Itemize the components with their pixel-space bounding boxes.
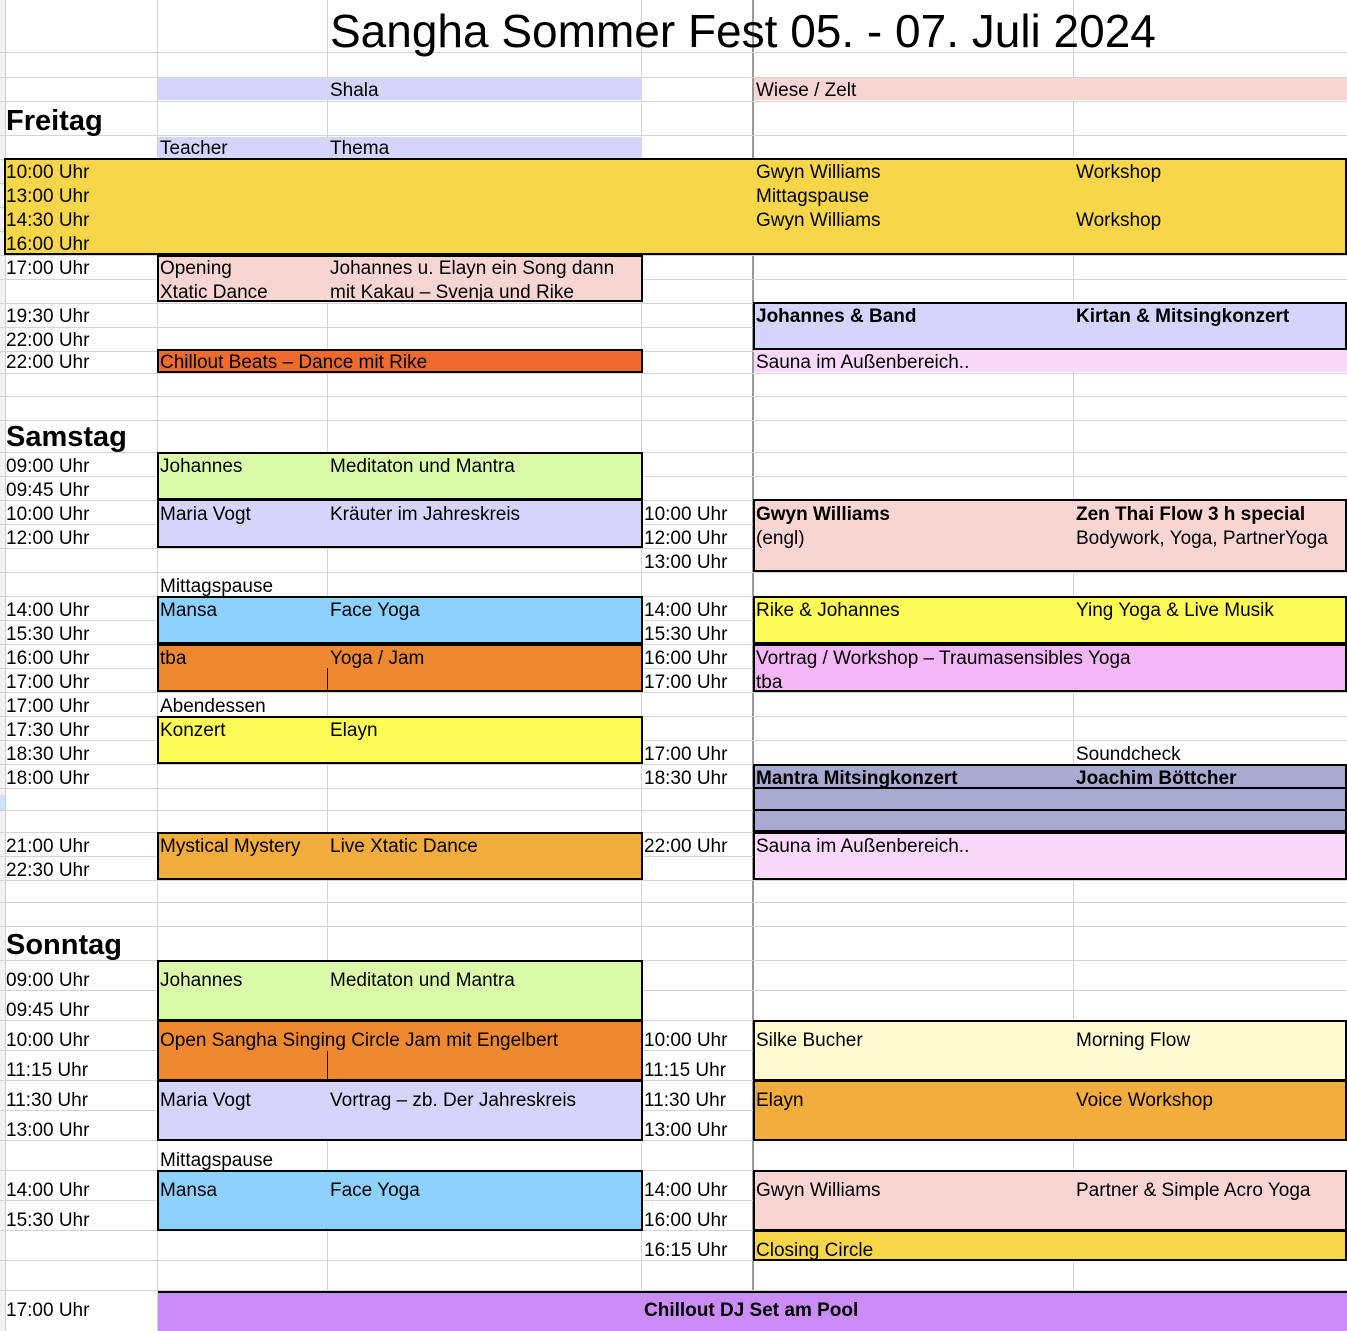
teacher-cell: Gwyn Williams [756, 504, 890, 525]
time-cell: 16:00 Uhr [6, 234, 90, 255]
time-cell: 09:45 Uhr [6, 1000, 90, 1021]
teacher-cell: Open Sangha Singing Circle Jam mit Engelbert [160, 1030, 559, 1051]
gridline [0, 926, 1347, 927]
teacher-cell: Mantra Mitsingkonzert [756, 768, 958, 789]
teacher-cell: Konzert [160, 720, 226, 741]
time-cell: 22:00 Uhr [6, 352, 90, 373]
time-cell: 16:00 Uhr [644, 648, 728, 669]
teacher-cell: Mansa [160, 1180, 218, 1201]
page-title: Sangha Sommer Fest 05. - 07. Juli 2024 [330, 5, 1156, 57]
time-cell: 17:30 Uhr [6, 720, 90, 741]
time-cell: 13:00 Uhr [644, 552, 728, 573]
time-cell: 10:00 Uhr [644, 504, 728, 525]
topic-cell: Yoga / Jam [330, 648, 425, 669]
teacher-cell: Maria Vogt [160, 504, 251, 525]
sunday-label: Sonntag [6, 929, 122, 961]
teacher-cell: Abendessen [160, 696, 266, 717]
time-cell: 22:30 Uhr [6, 860, 90, 881]
teacher-cell: Gwyn Williams [756, 1180, 881, 1201]
topic-cell: Zen Thai Flow 3 h special [1076, 504, 1306, 525]
teacher-cell: Silke Bucher [756, 1030, 863, 1051]
time-cell: 17:00 Uhr [6, 1300, 90, 1321]
topic-cell: Morning Flow [1076, 1030, 1191, 1051]
time-cell: 13:00 Uhr [644, 1120, 728, 1141]
teacher-cell: Rike & Johannes [756, 600, 900, 621]
selected-row-marker [0, 795, 5, 811]
teacher-cell: Elayn [756, 1090, 804, 1111]
teacher-cell: Mittagspause [160, 576, 274, 597]
topic-cell: Chillout Beats – Dance mit Rike [160, 352, 428, 373]
sat-konzert-block [157, 716, 643, 764]
topic-cell: Workshop [1076, 162, 1162, 183]
time-cell: 13:00 Uhr [6, 1120, 90, 1141]
topic-cell: Live Xtatic Dance [330, 836, 478, 857]
teacher-cell: Sauna im Außenbereich.. [756, 836, 970, 857]
shala-header: Shala [330, 80, 379, 101]
time-cell: 17:00 Uhr [644, 744, 728, 765]
time-cell: 22:00 Uhr [6, 330, 90, 351]
topic-cell: Johannes u. Elayn ein Song dann [330, 258, 615, 279]
topic-cell: mit Kakau – Svenja und Rike [330, 282, 574, 303]
topic-cell: Elayn [330, 720, 378, 741]
teacher-cell: Mystical Mystery [160, 836, 301, 857]
topic-cell: Partner & Simple Acro Yoga [1076, 1180, 1311, 1201]
time-cell: 16:15 Uhr [644, 1240, 728, 1261]
finale-cell: Chillout DJ Set am Pool [644, 1300, 859, 1321]
time-cell: 10:00 Uhr [6, 504, 90, 525]
time-cell: 09:00 Uhr [6, 970, 90, 991]
topic-cell: Vortrag – zb. Der Jahreskreis [330, 1090, 577, 1111]
time-cell: 09:45 Uhr [6, 480, 90, 501]
teacher-cell: Xtatic Dance [160, 282, 268, 303]
time-cell: 10:00 Uhr [6, 1030, 90, 1051]
time-cell: 21:00 Uhr [6, 836, 90, 857]
thema-column-header: Thema [330, 138, 390, 159]
time-cell: 14:30 Uhr [6, 210, 90, 231]
gridline [0, 880, 1347, 881]
topic-cell: Meditaton und Mantra [330, 970, 515, 991]
time-cell: 12:00 Uhr [644, 528, 728, 549]
time-cell: 16:00 Uhr [644, 1210, 728, 1231]
time-cell: 17:00 Uhr [6, 672, 90, 693]
row-divider [753, 809, 1347, 811]
topic-cell: Voice Workshop [1076, 1090, 1213, 1111]
gridline [0, 420, 1347, 421]
topic-cell: Kirtan & Mitsingkonzert [1076, 306, 1290, 327]
topic-cell: Joachim Böttcher [1076, 768, 1237, 789]
gridline [0, 101, 1347, 102]
time-cell: 18:30 Uhr [6, 744, 90, 765]
teacher-cell: Johannes [160, 456, 243, 477]
time-cell: 22:00 Uhr [644, 836, 728, 857]
saturday-label: Samstag [6, 421, 127, 453]
topic-cell: Soundcheck [1076, 744, 1181, 765]
shala-header-fill [158, 78, 642, 100]
cell-divider [327, 668, 328, 691]
time-cell: 19:30 Uhr [6, 306, 90, 327]
time-cell: 18:00 Uhr [6, 768, 90, 789]
teacher-cell: Mansa [160, 600, 218, 621]
teacher-cell: Johannes & Band [756, 306, 917, 327]
time-cell: 14:00 Uhr [644, 1180, 728, 1201]
time-cell: 11:30 Uhr [644, 1090, 727, 1111]
sun-voice-block [753, 1080, 1347, 1141]
time-cell: 17:00 Uhr [6, 258, 90, 279]
time-cell: 15:30 Uhr [6, 1210, 90, 1231]
friday-label: Freitag [6, 105, 103, 137]
teacher-cell: (engl) [756, 528, 805, 549]
time-cell: 17:00 Uhr [6, 696, 90, 717]
time-cell: 17:00 Uhr [644, 672, 728, 693]
topic-cell: Meditaton und Mantra [330, 456, 515, 477]
teacher-cell: Opening [160, 258, 232, 279]
topic-cell: Bodywork, Yoga, PartnerYoga [1076, 528, 1328, 549]
time-cell: 14:00 Uhr [6, 600, 90, 621]
gridline [0, 135, 1347, 136]
gridline [0, 902, 1347, 903]
teacher-cell: Mittagspause [160, 1150, 274, 1171]
time-cell: 15:30 Uhr [6, 624, 90, 645]
topic-cell: Workshop [1076, 210, 1162, 231]
time-cell: 14:00 Uhr [644, 600, 728, 621]
friday-header-fill [158, 137, 642, 159]
time-cell: 15:30 Uhr [644, 624, 728, 645]
time-cell: 11:30 Uhr [6, 1090, 89, 1111]
gridline [0, 396, 1347, 397]
topic-cell: Face Yoga [330, 1180, 420, 1201]
teacher-cell: Gwyn Williams [756, 162, 881, 183]
teacher-cell: Closing Circle [756, 1240, 874, 1261]
time-cell: 18:30 Uhr [644, 768, 728, 789]
time-cell: 10:00 Uhr [6, 162, 90, 183]
teacher-cell: Johannes [160, 970, 243, 991]
topic-cell: Face Yoga [330, 600, 420, 621]
teacher-cell: Mittagspause [756, 186, 870, 207]
wiese-header: Wiese / Zelt [756, 80, 857, 101]
time-cell: 12:00 Uhr [6, 528, 90, 549]
cell-divider [327, 1051, 328, 1080]
teacher-cell: tba [756, 672, 783, 693]
teacher-cell: Sauna im Außenbereich.. [756, 352, 970, 373]
teacher-cell: Gwyn Williams [756, 210, 881, 231]
teacher-column-header: Teacher [160, 138, 228, 159]
teacher-cell: Maria Vogt [160, 1090, 251, 1111]
time-cell: 13:00 Uhr [6, 186, 90, 207]
time-cell: 11:15 Uhr [6, 1060, 89, 1081]
time-cell: 14:00 Uhr [6, 1180, 90, 1201]
time-cell: 16:00 Uhr [6, 648, 90, 669]
teacher-cell: Vortrag / Workshop – Traumasensibles Yoga [756, 648, 1131, 669]
time-cell: 11:15 Uhr [644, 1060, 727, 1081]
topic-cell: Ying Yoga & Live Musik [1076, 600, 1274, 621]
teacher-cell: tba [160, 648, 187, 669]
topic-cell: Kräuter im Jahreskreis [330, 504, 521, 525]
time-cell: 10:00 Uhr [644, 1030, 728, 1051]
time-cell: 09:00 Uhr [6, 456, 90, 477]
